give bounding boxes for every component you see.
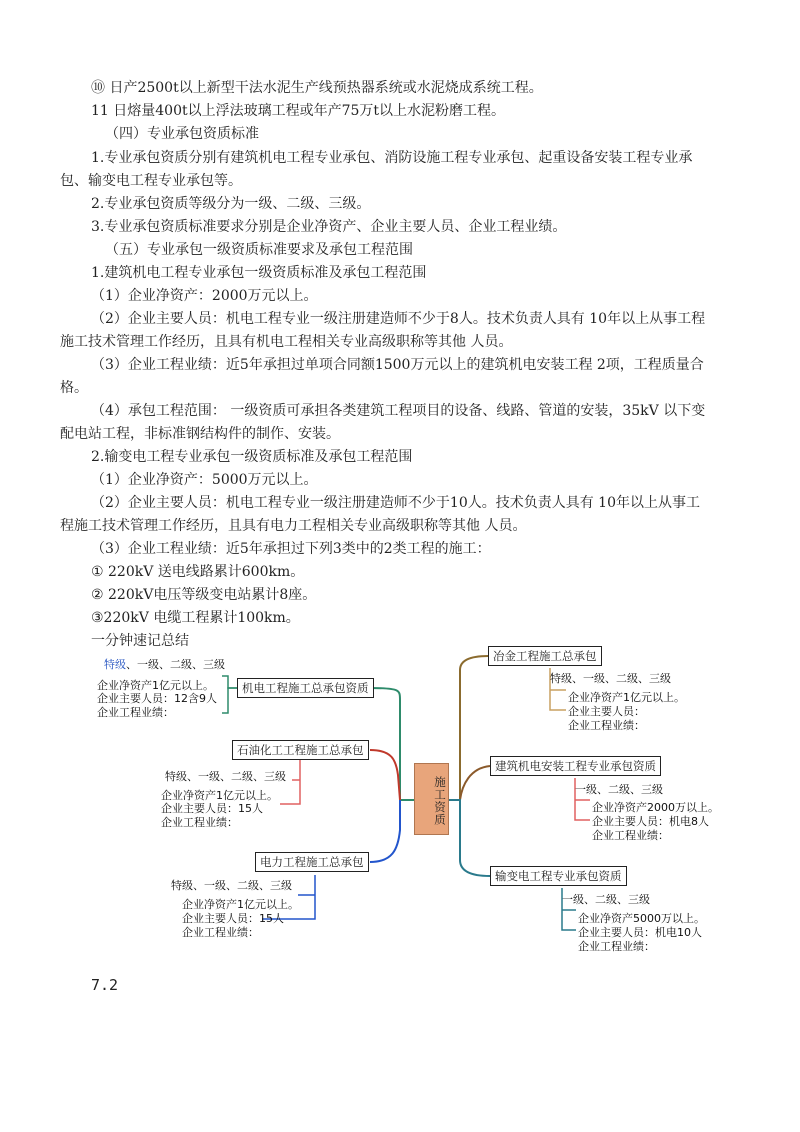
connector-transmission: [449, 800, 490, 876]
leaf-bracket: [222, 688, 237, 713]
leaf-item: 企业主要人员：机电8人: [592, 815, 709, 828]
levels-text: 特级、一级、二级、三级: [165, 770, 286, 783]
mindmap-center-node: 施工资质: [414, 763, 449, 835]
connector-building: [449, 766, 490, 800]
paragraph: ① 220kV 送电线路累计600km。: [91, 564, 305, 580]
leaf-item: 企业净资产1亿元以上。: [568, 691, 685, 704]
leaf-item: 企业净资产1亿元以上。: [97, 679, 214, 692]
paragraph: 配电站工程，非标准钢结构件的制作、安装。: [60, 426, 340, 442]
paragraph: 施工技术管理工作经历，且具有机电工程相关专业高级职称等其他 人员。: [60, 334, 513, 350]
paragraph: 3.专业承包资质标准要求分别是企业净资产、企业主要人员、企业工程业绩。: [91, 219, 567, 235]
paragraph: ② 220kV电压等级变电站累计8座。: [91, 587, 317, 603]
paragraph: ⑩ 日产2500t以上新型干法水泥生产线预热器系统或水泥烧成系统工程。: [91, 80, 543, 96]
node-metallurgy-contracting: 冶金工程施工总承包: [488, 646, 602, 666]
paragraph: 2.输变电工程专业承包一级资质标准及承包工程范围: [91, 449, 413, 465]
section-heading: （五）专业承包一级资质标准要求及承包工程范围: [105, 242, 413, 258]
levels-text: [104, 658, 225, 671]
leaf-item: 企业净资产2000万以上。: [592, 801, 719, 814]
leaf-item: 企业工程业绩：: [578, 940, 655, 953]
node-mechanical-contracting: 机电工程施工总承包资质: [237, 678, 374, 698]
levels-text: 一级、二级、三级: [575, 783, 663, 796]
paragraph: 程施工技术管理工作经历，且具有电力工程相关专业高级职称等其他 人员。: [60, 518, 527, 534]
connector-power: [370, 800, 400, 862]
leaf-item: 企业工程业绩：: [592, 829, 669, 842]
node-building-mep-specialty: 建筑机电安装工程专业承包资质: [490, 756, 661, 776]
leaf-item: 企业主要人员：15人: [161, 802, 263, 815]
leaf-item: 企业工程业绩：: [568, 719, 645, 732]
node-power-contracting: 电力工程施工总承包: [255, 852, 369, 872]
section-heading: （四）专业承包资质标准: [105, 126, 259, 142]
paragraph: 格。: [60, 380, 88, 396]
leaf-item: 企业净资产1亿元以上。: [161, 789, 278, 802]
levels-rest: 、一级、二级、三级: [126, 658, 225, 671]
paragraph: （3）企业工程业绩：近5年承担过下列3类中的2类工程的施工：: [91, 541, 491, 557]
leaf-item: 企业主要人员：15人: [182, 912, 284, 925]
leaf-item: 企业工程业绩：: [161, 816, 238, 829]
levels-text: 一级、二级、三级: [562, 893, 650, 906]
paragraph: 包、输变电工程专业承包等。: [60, 173, 242, 189]
leaf-item: 企业主要人员：机电10人: [578, 926, 702, 939]
paragraph: 11 日熔量400t以上浮法玻璃工程或年产75万t以上水泥粉磨工程。: [91, 103, 506, 119]
levels-text: 特级、一级、二级、三级: [171, 879, 292, 892]
levels-text: 特级、一级、二级、三级: [550, 672, 671, 685]
node-petrochemical-contracting: 石油化工工程施工总承包: [232, 740, 369, 760]
paragraph: （2）企业主要人员：机电工程专业一级注册建造师不少于10人。技术负责人具有 10年以上从事工: [91, 495, 700, 511]
paragraph: 一分钟速记总结: [91, 633, 189, 649]
levels-highlight: 特级: [104, 658, 126, 671]
leaf-item: 企业主要人员：: [568, 705, 645, 718]
paragraph: （4）承包工程范围： 一级资质可承担各类建筑工程项目的设备、线路、管道的安装，35kV 以下变: [91, 403, 706, 419]
page-number: 7.2: [91, 976, 119, 994]
paragraph: 1.专业承包资质分别有建筑机电工程专业承包、消防设施工程专业承包、起重设备安装工程专业承: [91, 150, 693, 166]
leaf-item: 企业净资产1亿元以上。: [182, 898, 299, 911]
leaf-item: 企业工程业绩：: [182, 926, 259, 939]
paragraph: ③220kV 电缆工程累计100km。: [91, 610, 300, 626]
paragraph: （2）企业主要人员：机电工程专业一级注册建造师不少于8人。技术负责人具有 10年以上从事工程: [91, 311, 706, 327]
paragraph: 2.专业承包资质等级分为一级、二级、三级。: [91, 196, 371, 212]
leaf-item: 企业工程业绩：: [97, 706, 174, 719]
connector-mechanical: [370, 688, 414, 800]
leaf-bracket: [222, 676, 237, 688]
leaf-item: 企业主要人员：12含9人: [97, 692, 217, 705]
paragraph: （1）企业净资产：2000万元以上。: [91, 288, 318, 304]
connector-petro: [370, 750, 400, 800]
leaf-item: 企业净资产5000万以上。: [578, 912, 705, 925]
paragraph: 1.建筑机电工程专业承包一级资质标准及承包工程范围: [91, 265, 427, 281]
paragraph: （1）企业净资产：5000万元以上。: [91, 472, 318, 488]
node-transmission-specialty: 输变电工程专业承包资质: [490, 866, 627, 886]
paragraph: （3）企业工程业绩：近5年承担过单项合同额1500万元以上的建筑机电安装工程 2项，工程质量合: [91, 357, 704, 373]
